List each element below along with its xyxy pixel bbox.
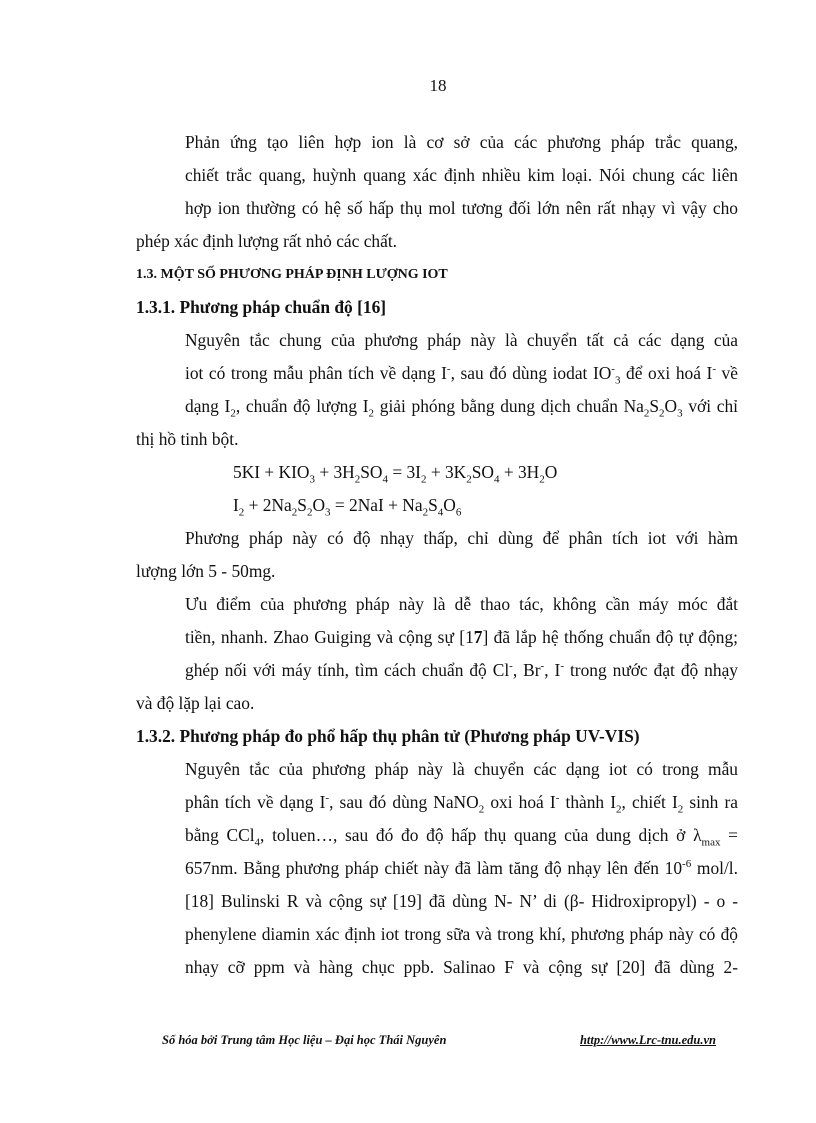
text-line: 657nm. Bằng phương pháp chiết này đã làm tăng độ nhạy lên đến $10^{-6}$ mol/l.: [185, 858, 738, 878]
section-heading-1-3-2: 1.3.2. Phương pháp đo phổ hấp thụ phân tử (Phương pháp UV-VIS): [136, 726, 640, 746]
text-line: lượng lớn 5 - 50mg.: [136, 561, 276, 581]
text-line: Nguyên tắc của phương pháp này là chuyển các dạng iot có trong mẫu: [185, 759, 738, 779]
text-line: hợp ion thường có hệ số hấp thụ mol tương đối lớn nên rất nhạy vì vậy cho: [185, 198, 738, 218]
paragraph-advantages: [136, 588, 738, 720]
text-line: phép xác định lượng rất nhỏ các chất.: [136, 231, 398, 251]
page-footer: [162, 1033, 716, 1048]
text-line: nhạy cỡ ppm và hàng chục ppb. Salinao F và cộng sự [20] đã dùng 2-: [185, 957, 738, 977]
footer-website-link[interactable]: http://www.Lrc-tnu.edu.vn: [579, 1033, 716, 1047]
text-line: thị hồ tinh bột.: [136, 429, 239, 449]
text-line: Nguyên tắc chung của phương pháp này là chuyển tất cả các dạng của: [185, 330, 738, 350]
text-line: Phương pháp này có độ nhạy thấp, chỉ dùng để phân tích iot với hàm: [185, 528, 738, 548]
section-heading-1-3: 1.3. MỘT SỐ PHƯƠNG PHÁP ĐỊNH LƯỢNG IOT: [136, 267, 448, 282]
text-line: chiết trắc quang, huỳnh quang xác định nhiều kim loại. Nói chung các liên: [185, 165, 738, 185]
text-line: bằng CCl$_4$, toluen…, sau đó đo độ hấp thụ quang của dung dịch ở $\lambda_{max}$ =: [185, 825, 738, 849]
paragraph-ion-association: [136, 126, 738, 258]
section-heading-1-3-1: 1.3.1. Phương pháp chuẩn độ [16]: [136, 297, 387, 317]
text-line: ghép nối với máy tính, tìm cách chuẩn độ Cl-, Br-, I- trong nước đạt độ nhạy: [185, 660, 738, 680]
paragraph-titration-principle: [136, 324, 738, 456]
page-number: 18: [429, 76, 447, 95]
text-line: [18] Bulinski R và cộng sự [19] đã dùng N- N’ di (β- Hidroxipropyl) - o -: [185, 891, 738, 911]
text-line: iot có trong mẫu phân tích về dạng I-, sau đó dùng iodat $IO^-_3$ để oxi hoá I- về: [185, 363, 738, 387]
equation-thiosulfate-reaction: $I_2 + 2Na_2S_2O_3 = 2NaI + Na_2S_4O_6$: [233, 495, 462, 519]
footer-source-credit: Số hóa bởi Trung tâm Học liệu – Đại học Thái Nguyên: [162, 1033, 447, 1047]
text-line: phân tích về dạng I-, sau đó dùng NaNO$_2$ oxi hoá I- thành $I_2$, chiết $I_2$ sinh ra: [185, 792, 738, 816]
text-line: dạng $I_2$, chuẩn độ lượng $I_2$ giải phóng bằng dung dịch chuẩn $Na_2S_2O_3$ với chỉ: [185, 396, 738, 420]
text-line: phenylene diamin xác định iot trong sữa và trong khí, phương pháp này có độ: [185, 924, 738, 944]
paragraph-uv-vis-principle: [136, 753, 738, 984]
text-line: Phản ứng tạo liên hợp ion là cơ sở của các phương pháp trắc quang,: [185, 132, 738, 152]
text-line: tiền, nhanh. Zhao Guiging và cộng sự [17] đã lắp hệ thống chuẩn độ tự động;: [185, 627, 738, 647]
page-content: [136, 126, 738, 984]
equation-iodate-reaction: $5KI + KIO_3 + 3H_2SO_4 = 3I_2 + 3K_2SO_4 + 3H_2O$: [233, 462, 558, 486]
text-line: Ưu điểm của phương pháp này là dễ thao tác, không cần máy móc đắt: [185, 594, 738, 614]
text-line: và độ lặp lại cao.: [136, 693, 255, 713]
paragraph-low-sensitivity: [136, 522, 738, 588]
